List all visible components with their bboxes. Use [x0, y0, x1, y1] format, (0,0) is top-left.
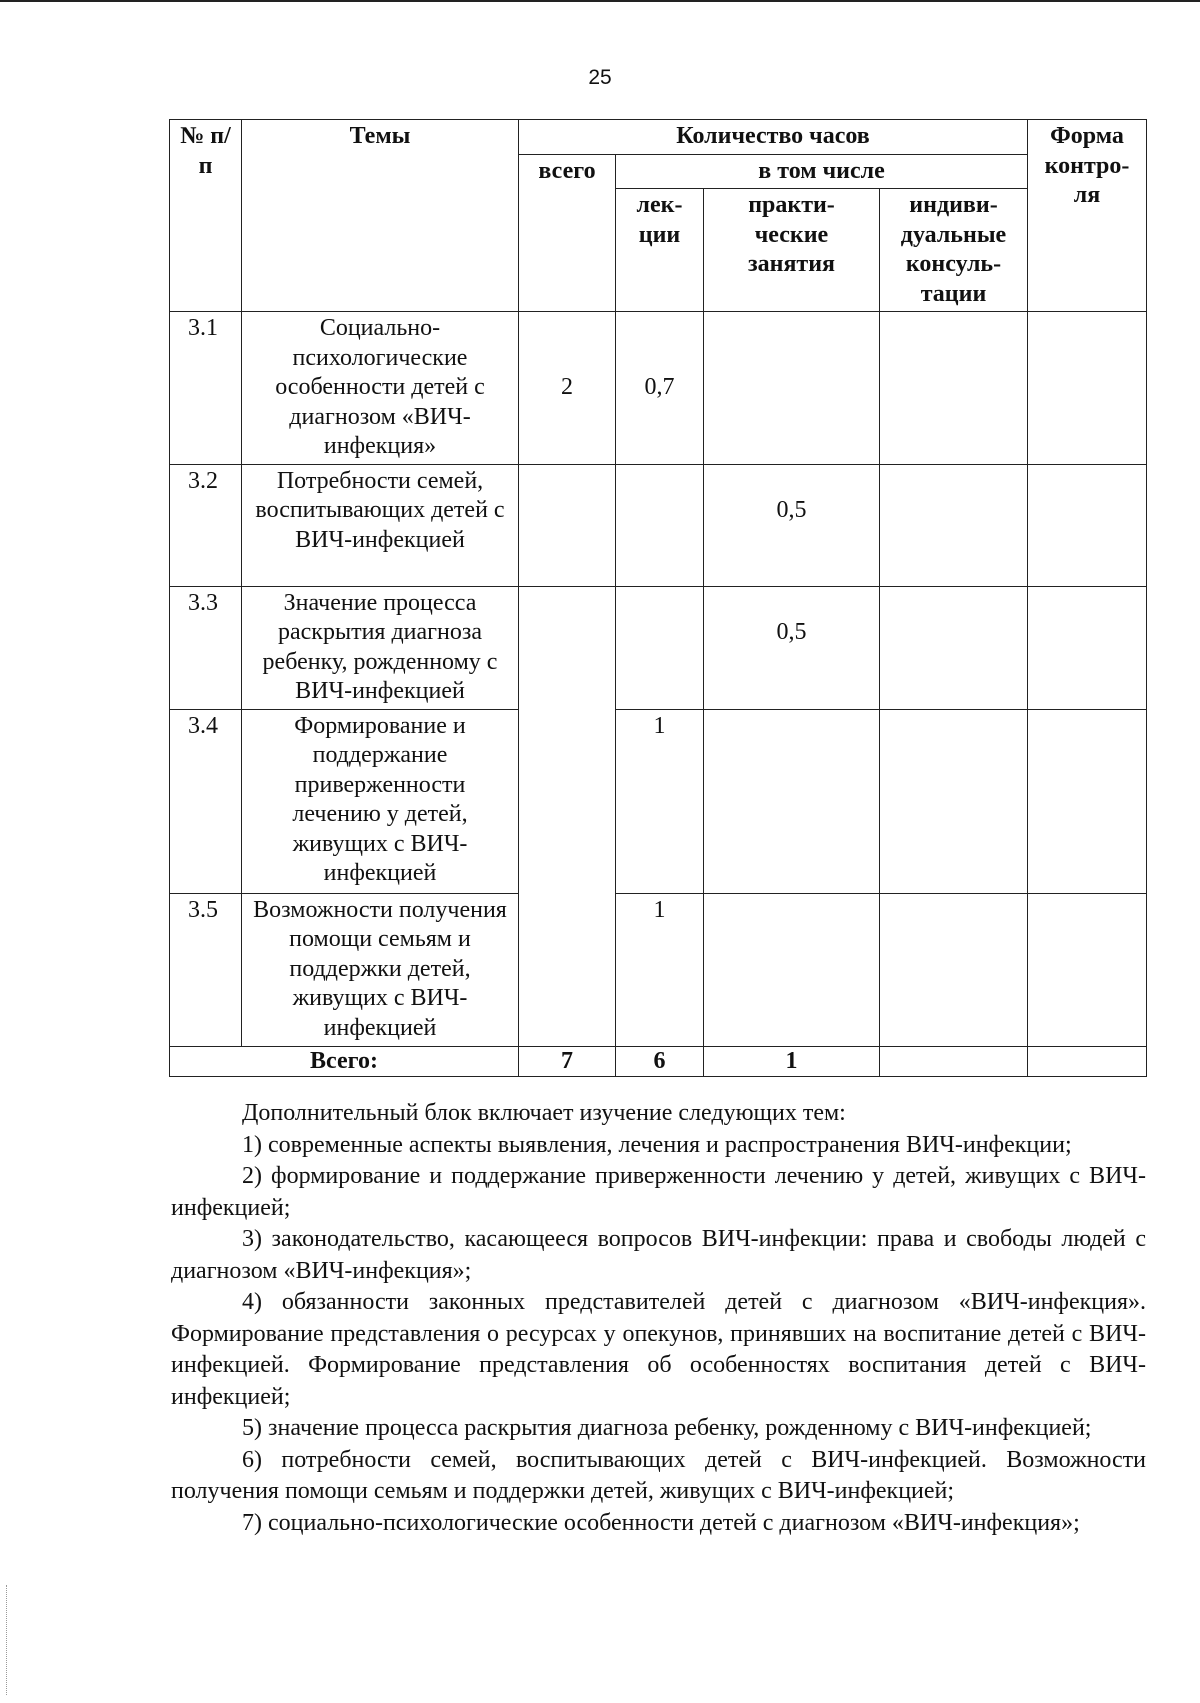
row-control	[1028, 893, 1147, 1046]
header-individual: индиви-дуальные консуль-тации	[880, 189, 1028, 312]
header-lectures: лек-ции	[616, 189, 704, 312]
row-individual	[880, 586, 1028, 709]
row-practical: 0,5	[704, 586, 880, 709]
row-lectures: 1	[616, 709, 704, 893]
total-practical: 1	[704, 1046, 880, 1077]
paragraph-item-7: 7) социально-психологические особенности детей с диагнозом «ВИЧ-инфекция»;	[242, 1509, 1080, 1536]
table-row	[170, 709, 1147, 893]
row-total-hours	[519, 464, 616, 586]
row-number: 3.4	[170, 709, 242, 893]
row-number: 3.1	[170, 312, 242, 465]
row-total-hours-merged	[519, 586, 616, 1046]
row-number: 3.3	[170, 586, 242, 709]
table-row	[170, 893, 1147, 1046]
paragraph-intro: Дополнительный блок включает изучение следующих тем:	[242, 1100, 846, 1126]
additional-block-text	[171, 1098, 1146, 1539]
row-control	[1028, 464, 1147, 586]
row-topic: Социально-психологические особенности детей с диагнозом «ВИЧ-инфекция»	[242, 312, 519, 465]
row-individual	[880, 893, 1028, 1046]
total-row	[170, 1046, 1147, 1077]
paragraph-item-1: 1) современные аспекты выявления, лечения и распространения ВИЧ-инфекции;	[242, 1131, 1072, 1158]
table-row	[170, 586, 1147, 709]
hours-table	[169, 119, 1147, 1077]
row-total-hours: 2	[519, 312, 616, 465]
row-control	[1028, 586, 1147, 709]
header-num: № п/п	[170, 120, 242, 312]
top-rule	[0, 0, 1200, 2]
paragraph-item-4: 4) обязанности законных представителей детей с диагнозом «ВИЧ-инфекция». Формирование представления о ресурсах у опекунов, принявших на воспитание детей с ВИЧ-инфекцией. Формирование представления об особенностях воспитания детей с ВИЧ-инфекцией;	[171, 1289, 1146, 1410]
row-lectures: 1	[616, 893, 704, 1046]
paragraph-item-2: 2) формирование и поддержание приверженности лечению у детей, живущих с ВИЧ-инфекцией;	[171, 1163, 1146, 1221]
row-practical	[704, 893, 880, 1046]
row-practical: 0,5	[704, 464, 880, 586]
row-topic: Возможности получения помощи семьям и поддержки детей, живущих с ВИЧ-инфекцией	[242, 893, 519, 1046]
row-lectures: 0,7	[616, 312, 704, 465]
total-hours: 7	[519, 1046, 616, 1077]
row-individual	[880, 464, 1028, 586]
paragraph-item-5: 5) значение процесса раскрытия диагноза ребенку, рожденному с ВИЧ-инфекцией;	[242, 1415, 1092, 1441]
table-row	[170, 464, 1147, 586]
row-practical	[704, 312, 880, 465]
header-including: в том числе	[616, 154, 1028, 189]
total-individual	[880, 1046, 1028, 1077]
header-total: всего	[519, 154, 616, 312]
row-topic: Значение процесса раскрытия диагноза ребенку, рожденному с ВИЧ-инфекцией	[242, 586, 519, 709]
row-control	[1028, 709, 1147, 893]
header-hours: Количество часов	[519, 120, 1028, 155]
paragraph-item-6: 6) потребности семей, воспитывающих детей с ВИЧ-инфекцией. Возможности получения помощи семьям и поддержки детей, живущих с ВИЧ-инфекцией;	[171, 1446, 1146, 1504]
margin-scan-mark	[6, 1585, 9, 1695]
row-lectures	[616, 464, 704, 586]
row-topic: Формирование и поддержание приверженности лечению у детей, живущих с ВИЧ-инфекцией	[242, 709, 519, 893]
row-number: 3.5	[170, 893, 242, 1046]
total-control	[1028, 1046, 1147, 1077]
table-row	[170, 312, 1147, 465]
row-topic: Потребности семей, воспитывающих детей с ВИЧ-инфекцией	[242, 464, 519, 586]
row-lectures	[616, 586, 704, 709]
header-practical: практи-ческие занятия	[704, 189, 880, 312]
total-lectures: 6	[616, 1046, 704, 1077]
row-individual	[880, 709, 1028, 893]
header-control: Форма контро-ля	[1028, 120, 1147, 312]
header-topics: Темы	[242, 120, 519, 312]
paragraph-item-3: 3) законодательство, касающееся вопросов ВИЧ-инфекции: права и свободы людей с диагнозом «ВИЧ-инфекция»;	[171, 1226, 1146, 1284]
page-number: 25	[588, 66, 612, 89]
row-control	[1028, 312, 1147, 465]
total-label: Всего:	[170, 1046, 519, 1077]
row-number: 3.2	[170, 464, 242, 586]
row-individual	[880, 312, 1028, 465]
row-practical	[704, 709, 880, 893]
